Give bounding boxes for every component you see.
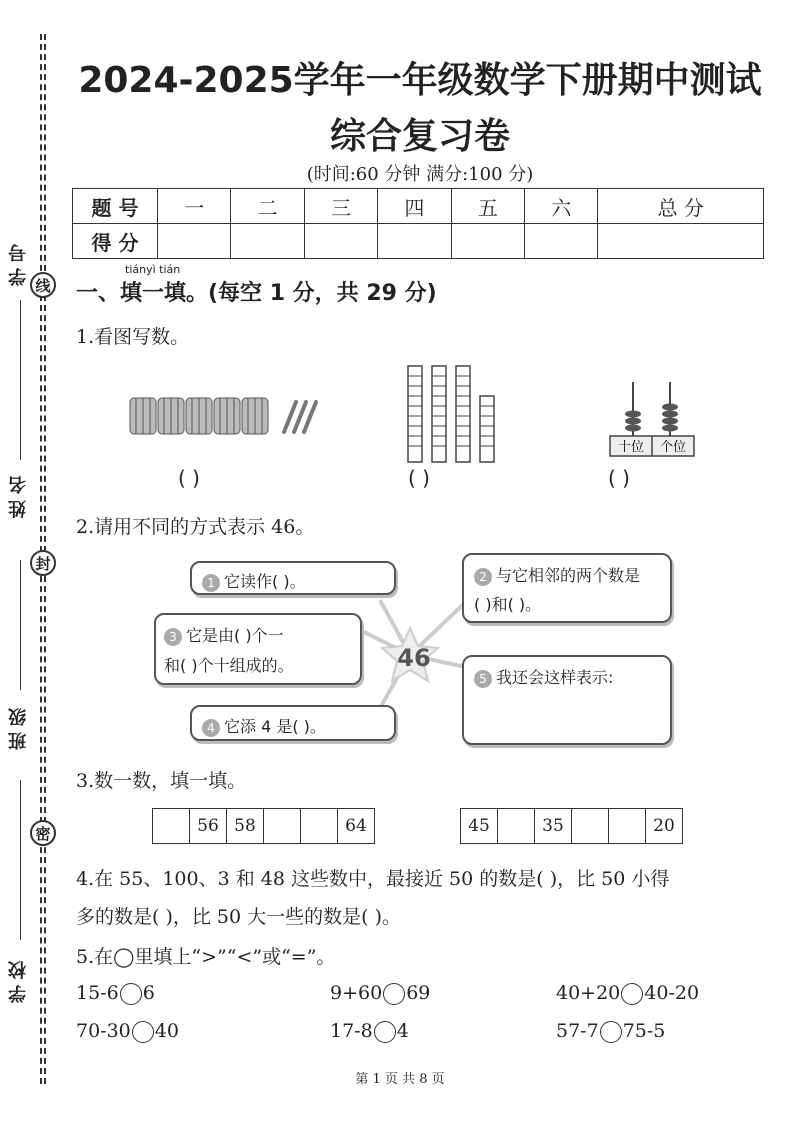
question-2: 2.请用不同的方式表示 46。 [76,516,315,538]
compare-item [76,982,155,1005]
strip-cell: 56 [190,809,227,843]
strip-cell[interactable] [153,809,190,843]
number-badge: 1 [202,574,220,592]
abacus-ones-label: 个位 [659,440,687,455]
page-title: 2024-2025学年一年级数学下册期中测试 [78,60,762,101]
label-xingming: 姓名 [8,470,29,518]
line-xingming [20,560,21,690]
compare-item [76,1020,179,1043]
blank-2[interactable]: ( ) [408,466,430,490]
compare-right: 69 [406,982,431,1004]
compare-left: 9+60 [330,982,383,1004]
seal-feng: 封 [30,550,56,576]
compare-right: 4 [396,1020,409,1042]
cell-header: 六 [525,189,598,224]
seal-mi: 密 [30,820,56,846]
compare-left: 57-7 [556,1020,599,1042]
compare-right: 40 [154,1020,179,1042]
bundles-image [126,388,326,440]
number-badge: 5 [474,670,492,688]
strip-cell[interactable] [498,809,535,843]
number-strip-2 [460,808,683,844]
seal-xian: 线 [30,272,56,298]
compare-circle[interactable] [374,1021,396,1043]
strip-cell: 20 [653,816,675,836]
score-cell[interactable] [378,224,451,259]
bubble-4-text: 它添 4 是( )。 [224,717,326,736]
strip-cell: 45 [461,809,498,843]
bubble-1-text: 它读作( )。 [224,572,306,591]
strip-cell[interactable] [301,809,338,843]
compare-left: 70-30 [76,1020,131,1042]
cell-header: 一 [158,189,231,224]
compare-right: 6 [142,982,155,1004]
score-cell[interactable] [598,224,764,259]
strip-cell[interactable] [264,809,301,843]
compare-item [330,1020,409,1043]
question-4-line-1: 4.在 55、100、3 和 48 这些数中，最接近 50 的数是( )，比 50 小得 [76,868,670,890]
score-table [72,188,764,259]
compare-circle[interactable] [132,1021,154,1043]
compare-item [330,982,430,1005]
number-badge: 3 [164,628,182,646]
strip-cell: 58 [227,809,264,843]
bubble-2-text: 与它相邻的两个数是 [496,566,641,585]
bubble-3-text: 和( )个十组成的。 [164,656,294,675]
cell-header: 题 号 [73,189,158,224]
cubes-image [404,362,496,466]
compare-circle[interactable] [120,983,142,1005]
cell-header: 二 [231,189,304,224]
question-3: 3.数一数，填一填。 [76,770,247,792]
strip-cell: 64 [345,816,367,836]
blank-3[interactable]: ( ) [608,466,630,490]
compare-right: 75-5 [622,1020,666,1042]
compare-circle[interactable] [383,983,405,1005]
section-heading: 一、填一填。(每空 1 分，共 29 分) [76,281,437,306]
strip-cell[interactable] [609,809,646,843]
pinyin: tiányì tián [125,263,181,276]
bubble-3 [154,613,362,685]
label-xuexiao: 学校 [8,955,29,1003]
blank-1[interactable]: ( ) [178,466,200,490]
page-subtitle-title: 综合复习卷 [329,116,510,157]
number-badge: 2 [474,568,492,586]
question-5: 5.在◯里填上“>”“<”或“=”。 [76,946,336,968]
bubble-5-text: 我还会这样表示: [496,668,614,687]
score-cell[interactable] [304,224,377,259]
score-cell[interactable] [525,224,598,259]
strip-cell: 35 [535,809,572,843]
cell-header: 五 [451,189,524,224]
label-xuehao: 学号 [8,238,29,286]
cell-header: 总 分 [598,189,764,224]
number-strip-1 [152,808,375,844]
score-cell[interactable] [451,224,524,259]
bubble-1 [190,561,396,595]
bubble-5[interactable] [462,655,672,745]
question-4-line-2: 多的数是( )，比 50 大一些的数是( )。 [76,906,401,928]
bubble-3-text: 它是由( )个一 [186,626,284,645]
bubble-4 [190,705,396,741]
number-badge: 4 [202,719,220,737]
abacus-image [606,380,696,460]
bubble-2-text: ( )和( )。 [474,595,542,614]
cell-score-label: 得 分 [73,224,158,259]
bubble-2 [462,553,672,623]
question-1: 1.看图写数。 [76,326,190,348]
center-number: 46 [397,644,431,672]
line-xuehao [20,300,21,460]
score-cell[interactable] [231,224,304,259]
strip-cell[interactable] [572,809,609,843]
score-cell[interactable] [158,224,231,259]
compare-right: 40-20 [644,982,700,1004]
compare-circle[interactable] [600,1021,622,1043]
compare-item [556,1020,665,1043]
cell-header: 四 [378,189,451,224]
abacus-tens-label: 十位 [617,440,645,455]
label-banji: 班级 [8,702,29,750]
compare-left: 17-8 [330,1020,373,1042]
line-banji [20,780,21,940]
compare-item [556,982,699,1005]
compare-left: 40+20 [556,982,621,1004]
time-score-note: (时间:60 分钟 满分:100 分) [306,164,534,185]
cell-header: 三 [304,189,377,224]
compare-left: 15-6 [76,982,119,1004]
compare-circle[interactable] [621,983,643,1005]
page-footer: 第 1 页 共 8 页 [355,1072,445,1087]
